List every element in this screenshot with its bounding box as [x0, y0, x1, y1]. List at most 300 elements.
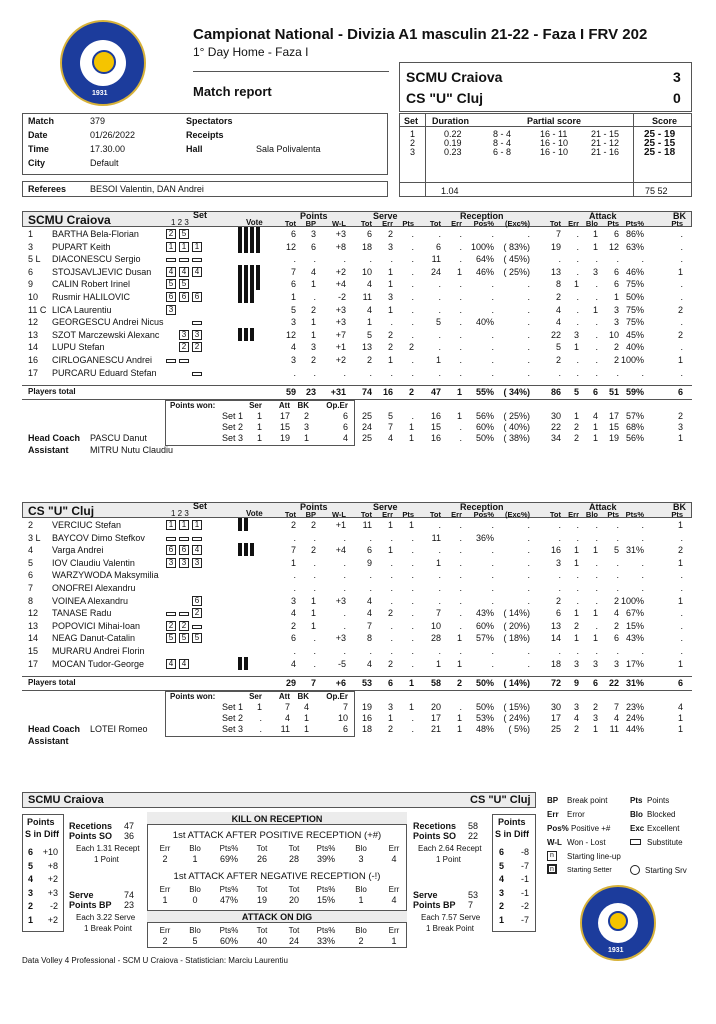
player-number: 17 [28, 658, 39, 669]
pw-header: BK [297, 401, 309, 410]
stat-cell: 2 [613, 620, 619, 631]
report-label: Match report [193, 84, 272, 99]
stat-cell: . [527, 570, 530, 581]
left-pso-label: Points SO [69, 831, 113, 841]
set-number: 2 [410, 138, 416, 148]
player-name: IOV Claudiu Valentin [52, 558, 135, 568]
referees-label: Referees [28, 184, 67, 194]
stat-cell: 6 [613, 279, 619, 290]
set-stat-cell: 1 [408, 422, 414, 432]
stat-cell: 1 [573, 545, 579, 556]
stat-cell: 3 [555, 557, 561, 568]
vote-bar [244, 240, 248, 253]
kill-header: Err [159, 885, 171, 894]
set-stat-cell: 4 [573, 713, 579, 723]
kill-value: 1 [358, 895, 364, 905]
kill-header: Tot [288, 885, 300, 894]
stat-cell: . [313, 633, 316, 644]
lineup-position: 6 [179, 292, 189, 302]
col-sub-tot: Tot [549, 510, 561, 519]
col-reception: Reception [460, 211, 504, 221]
stat-cell: . [390, 583, 393, 593]
player-name: CALIN Robert Irinel [52, 280, 131, 290]
stat-cell: . [576, 241, 579, 252]
stat-cell: . [595, 329, 598, 340]
set-partial-1: 8 - 4 [493, 138, 512, 148]
set-label: Set 2 [222, 713, 244, 723]
stat-cell: 4 [555, 304, 561, 315]
substitute-marker [179, 359, 189, 363]
stat-cell: . [576, 646, 579, 656]
stat-cell: 24 [430, 266, 441, 277]
stat-cell: 2 [387, 658, 393, 669]
stat-cell: 13 [550, 266, 561, 277]
set-stat-cell: 23% [625, 702, 644, 712]
stat-cell: 4 [366, 658, 372, 669]
col-set: Set [193, 501, 208, 511]
col-sub-pts: Pts [671, 510, 683, 519]
stat-cell: . [558, 646, 561, 656]
legend-pos-text: Positive +# [571, 824, 611, 833]
set-stat-cell: 17 [608, 411, 619, 421]
stat-cell: . [343, 254, 346, 265]
lineup-position: 3 [166, 305, 176, 315]
set-partial-3: 21 - 15 [591, 129, 620, 139]
stat-cell: . [491, 355, 494, 365]
pw-header: Ser [249, 401, 262, 410]
set-stat-cell: 17 [550, 713, 561, 723]
set-stat-cell: 53% [475, 713, 494, 723]
stat-cell: . [343, 557, 346, 568]
set-stat-cell: 24 [361, 422, 372, 432]
set-duration: 0.22 [444, 129, 462, 139]
lineup-position: 5 [166, 633, 176, 643]
page-subtitle: 1° Day Home - Faza I [193, 45, 309, 59]
rotation-number: 4 [499, 874, 505, 884]
set-stat-cell: 56% [625, 433, 644, 443]
vote-bar [256, 240, 260, 253]
stat-cell: . [411, 557, 414, 568]
total-cell: 86 [550, 387, 561, 397]
col-vote: Vote [246, 509, 263, 518]
stat-cell: 2 [290, 620, 296, 631]
legend-wl: W-L [547, 838, 562, 847]
player-name: PURCARU Eduard Stefan [52, 368, 157, 378]
stat-cell: 40% [625, 342, 644, 353]
pw-header: Att [278, 692, 290, 701]
stat-cell: . [680, 570, 683, 581]
player-number: 15 [28, 646, 39, 656]
pw-cell: . [259, 713, 262, 723]
stat-cell: 1 [387, 545, 393, 556]
stat-cell: . [438, 229, 441, 239]
rotation-number: 5 [499, 860, 505, 871]
right-sin-diff: S in Diff [495, 829, 529, 839]
stat-cell: . [491, 658, 494, 669]
lineup-position: 4 [192, 267, 202, 277]
stat-cell: 60% [475, 620, 494, 631]
pw-header: Op.Er [326, 692, 348, 701]
stat-cell: 57% [475, 633, 494, 644]
kill-title: KILL ON RECEPTION [231, 814, 323, 824]
stat-cell: 10 [608, 329, 619, 340]
stat-cell: . [459, 520, 462, 530]
stat-cell: . [616, 570, 619, 581]
total-cell: 51 [608, 387, 619, 397]
stat-cell: 5 [613, 545, 619, 556]
set-stat-cell: 1 [408, 433, 414, 443]
col-reception: Reception [460, 502, 504, 512]
set-label: Set 1 [222, 702, 244, 712]
col-points: Points [300, 502, 328, 512]
stat-cell: . [616, 367, 619, 378]
head-coach: LOTEI Romeo [90, 724, 148, 734]
stat-cell: ( 20%) [503, 620, 530, 631]
stat-cell: +3 [335, 317, 346, 328]
match-label: Match [28, 116, 55, 126]
stat-cell: . [527, 279, 530, 290]
left-sin-diff: S in Diff [25, 829, 59, 839]
col-sub-err: Err [451, 510, 462, 519]
stat-cell: . [459, 279, 462, 290]
vote-bar [256, 227, 260, 240]
pw-cell: 1 [256, 422, 262, 432]
pw-header: Op.Er [326, 401, 348, 410]
stat-cell: 5 [366, 329, 372, 340]
set-partial-3: 21 - 12 [591, 138, 620, 148]
sets-col-duration: Duration [432, 116, 469, 126]
pw-cell: 10 [337, 713, 348, 723]
pw-cell: 6 [342, 411, 348, 421]
set-stat-cell: 24% [625, 713, 644, 723]
stat-cell: . [293, 367, 296, 378]
stat-cell: . [491, 595, 494, 606]
total-cell: 50% [475, 678, 494, 688]
stat-cell: . [459, 317, 462, 328]
legend-ss-text: Starting Setter [567, 867, 612, 874]
kill-header: Tot [288, 926, 300, 935]
sets-col-partial: Partial score [527, 116, 582, 126]
total-cell: ( 34%) [503, 387, 530, 397]
stat-cell: . [411, 279, 414, 290]
substitute-marker [179, 612, 189, 616]
set-stat-cell: 25 [361, 411, 372, 421]
col-sub-pts%: Pts% [625, 510, 644, 519]
stat-cell: 1 [387, 520, 393, 530]
stat-cell: 3 [613, 304, 619, 315]
points-won-label: Points won: [170, 401, 216, 410]
vote-bar [238, 265, 242, 278]
player-number: 6 [28, 570, 34, 581]
player-number: 3 [28, 241, 34, 252]
set-stat-cell: 1 [592, 433, 598, 443]
right-serve-note1: Each 7.57 Serve [421, 913, 481, 922]
col-serve: Serve [373, 502, 398, 512]
set-stat-cell: 25 [361, 433, 372, 443]
player-name: MOCAN Tudor-George [52, 659, 145, 669]
total-cell: 55% [475, 387, 494, 397]
substitute-marker [192, 258, 202, 262]
rotation-number: 2 [499, 901, 505, 911]
stat-cell: 2 [555, 355, 561, 365]
stat-cell: 1 [573, 608, 579, 619]
col-sub-tot: Tot [284, 510, 296, 519]
stat-cell: . [390, 620, 393, 631]
set-stat-cell: 1 [592, 422, 598, 432]
stat-cell: 75% [625, 317, 644, 328]
rotation-diff: +2 [47, 914, 58, 925]
stat-cell: . [313, 532, 316, 543]
vote-bar [244, 265, 248, 278]
team-name: CS "U" Cluj [28, 504, 95, 518]
stat-cell: . [576, 292, 579, 302]
kill-value: 2 [358, 936, 364, 946]
player-name: MURARU Andrei Florin [52, 647, 145, 656]
lineup-position: 1 [166, 242, 176, 252]
rotation-number: 1 [28, 914, 34, 925]
player-name: ONOFREI Alexandru [52, 584, 136, 593]
total-cell: 47 [430, 387, 441, 397]
stat-cell: . [680, 532, 683, 543]
total-cell: 1 [408, 678, 414, 688]
stat-cell: . [438, 570, 441, 581]
stat-cell: . [411, 266, 414, 277]
summary-team-right: CS "U" Cluj [470, 794, 531, 806]
col-bk: BK [673, 502, 686, 512]
total-cell: 31% [625, 678, 644, 688]
kill-header: Tot [288, 844, 300, 853]
stat-cell: . [411, 646, 414, 656]
total-cell: 6 [592, 678, 598, 688]
kill-value: 4 [391, 854, 397, 864]
stat-cell: . [527, 583, 530, 593]
legend-blo: Blo [630, 810, 643, 819]
stat-cell: +8 [335, 241, 346, 252]
lineup-position: 3 [179, 330, 189, 340]
col-sub-tot: Tot [360, 510, 372, 519]
stat-cell: . [616, 254, 619, 265]
kill-value: 24 [288, 936, 299, 946]
stat-cell: 6 [290, 633, 296, 644]
vote-bar [244, 543, 248, 556]
pw-cell: 4 [342, 433, 348, 443]
stat-cell: . [595, 292, 598, 302]
stat-cell: +1 [335, 342, 346, 353]
lineup-position: 6 [192, 292, 202, 302]
lineup-position: 2 [192, 608, 202, 618]
set-stat-cell: 1 [408, 702, 414, 712]
set-stat-cell: . [459, 422, 462, 432]
kill-header: Pts% [316, 926, 336, 935]
stat-cell: 1 [592, 229, 598, 239]
stat-cell: -2 [337, 292, 346, 302]
left-serve-label: Serve [69, 890, 94, 900]
stat-cell: . [411, 532, 414, 543]
stat-cell: 2 [613, 595, 619, 606]
stat-cell: 1 [435, 557, 441, 568]
stat-cell: 1 [290, 292, 296, 302]
stat-cell: 7 [366, 620, 372, 631]
stat-cell: 1 [456, 658, 462, 669]
stat-cell: . [343, 583, 346, 593]
kill-value: 4 [391, 895, 397, 905]
set-stat-cell: 48% [475, 724, 494, 734]
stat-cell: +4 [335, 279, 346, 290]
pw-header: BK [297, 692, 309, 701]
stat-cell: 11 [362, 520, 372, 530]
stat-cell: 36% [475, 532, 494, 543]
kill-header: Err [159, 926, 171, 935]
lineup-position: 5 [179, 279, 189, 289]
stat-cell: 75% [625, 279, 644, 290]
lineup-position: 4 [192, 545, 202, 555]
stat-cell: 1 [677, 557, 683, 568]
stat-cell: 4 [366, 304, 372, 315]
stat-cell: . [527, 520, 530, 530]
set-score: 25 - 18 [644, 147, 676, 158]
stat-cell: . [595, 279, 598, 290]
stat-cell: 2 [408, 342, 414, 353]
stat-cell: 86% [625, 229, 644, 239]
player-name: Varga Andrei [52, 546, 104, 556]
stat-cell: 11 [431, 532, 441, 543]
stat-cell: 22 [550, 329, 561, 340]
stat-cell: 3 [573, 658, 579, 669]
stat-cell: . [680, 292, 683, 302]
assistant: MITRU Nutu Claudiu [90, 445, 174, 455]
set-stat-cell: 19 [361, 702, 372, 712]
stat-cell: . [293, 583, 296, 593]
player-number: 12 [28, 317, 39, 328]
player-name: NEAG Danut-Catalin [52, 634, 136, 644]
stat-cell: . [343, 608, 346, 619]
stat-cell: 15% [625, 620, 644, 631]
stat-cell: . [491, 229, 494, 239]
stat-cell: 6 [290, 229, 296, 239]
legend-pts-text: Points [647, 796, 670, 805]
stat-cell: 6 [310, 241, 316, 252]
kill-value: 40 [256, 936, 267, 946]
set-partial-2: 16 - 10 [540, 138, 569, 148]
stat-cell: . [343, 367, 346, 378]
substitute-icon [630, 839, 641, 845]
stat-cell: 1 [592, 241, 598, 252]
pos-title: 1st ATTACK AFTER POSITIVE RECEPTION (+#) [172, 830, 382, 841]
stat-cell: +1 [335, 520, 346, 530]
left-recept: 47 [124, 821, 135, 831]
stat-cell: 1 [310, 620, 316, 631]
stat-cell: 2 [310, 355, 316, 365]
set-stat-cell: . [459, 702, 462, 712]
stat-cell: . [616, 520, 619, 530]
lineup-position: 2 [179, 342, 189, 352]
kill-header: Pts% [219, 885, 239, 894]
total-cell: +31 [330, 387, 346, 397]
left-recept-label: Recetions [69, 821, 113, 831]
rotation-diff: -1 [520, 874, 529, 884]
col-sub-pts%: Pts% [625, 219, 644, 228]
points-won-label: Points won: [170, 692, 216, 701]
stat-cell: . [438, 520, 441, 530]
match-number: 379 [90, 116, 106, 126]
date-label: Date [28, 130, 48, 140]
stat-cell: 2 [387, 342, 393, 353]
stat-cell: . [369, 583, 372, 593]
pw-cell: 1 [256, 411, 262, 421]
stat-cell: . [438, 595, 441, 606]
player-number: 17 [28, 367, 39, 378]
city-label: City [28, 158, 46, 168]
col-bk: BK [673, 211, 686, 221]
set-number: 1 [410, 129, 416, 139]
pw-cell: . [259, 724, 262, 734]
sets-col-set: Set [404, 116, 419, 126]
substitute-marker [192, 372, 202, 376]
player-number: 11 C [28, 304, 47, 315]
set-stat-cell: 17 [430, 713, 441, 723]
legend-bp: BP [547, 796, 559, 805]
stat-cell: . [411, 241, 414, 252]
stat-cell: 3 [387, 241, 393, 252]
stat-cell: +3 [335, 633, 346, 644]
stat-cell: 2 [290, 520, 296, 530]
vote-bar [238, 240, 242, 253]
lineup-position: 3 [192, 330, 202, 340]
col-sub-pts: Pts [607, 219, 619, 228]
stat-cell: 1 [573, 633, 579, 644]
stat-cell: . [595, 570, 598, 581]
assistant-label: Assistant [28, 736, 69, 746]
stat-cell: 4 [613, 608, 619, 619]
stat-cell: . [595, 355, 598, 365]
stat-cell: . [680, 229, 683, 239]
pw-cell: 15 [279, 422, 290, 432]
stat-cell: 46% [625, 266, 644, 277]
total-cell: 6 [677, 678, 683, 688]
player-number: 12 [28, 608, 39, 619]
set-stat-cell: 2 [573, 433, 579, 443]
referees-box [22, 181, 388, 197]
stat-cell: . [558, 520, 561, 530]
set-stat-cell: 3 [592, 713, 598, 723]
player-name: WARZYWODA Maksymilia [52, 571, 159, 581]
substitute-marker [179, 537, 189, 541]
rotation-diff: -2 [49, 901, 58, 911]
stat-cell: 3 [290, 355, 296, 365]
total-duration: 1.04 [441, 186, 459, 196]
stat-cell: . [680, 633, 683, 644]
stat-cell: . [595, 342, 598, 353]
stat-cell: . [459, 532, 462, 543]
legend-err: Err [547, 810, 559, 819]
stat-cell: . [411, 355, 414, 365]
col-sub-w-l: W-L [331, 510, 346, 519]
stat-cell: 1 [456, 266, 462, 277]
stat-cell: 3 [613, 658, 619, 669]
col-sub-tot: Tot [360, 219, 372, 228]
set-stat-cell: 16 [361, 713, 372, 723]
stat-cell: 1 [677, 595, 683, 606]
stat-cell: . [641, 532, 644, 543]
stat-cell: . [390, 595, 393, 606]
stat-cell: . [390, 532, 393, 543]
player-number: 14 [28, 633, 39, 644]
stat-cell: 6 [613, 266, 619, 277]
match-time: 17.30.00 [90, 144, 126, 154]
stat-cell: . [313, 292, 316, 302]
kill-header: Blo [355, 885, 367, 894]
kill-header: Pts% [219, 926, 239, 935]
